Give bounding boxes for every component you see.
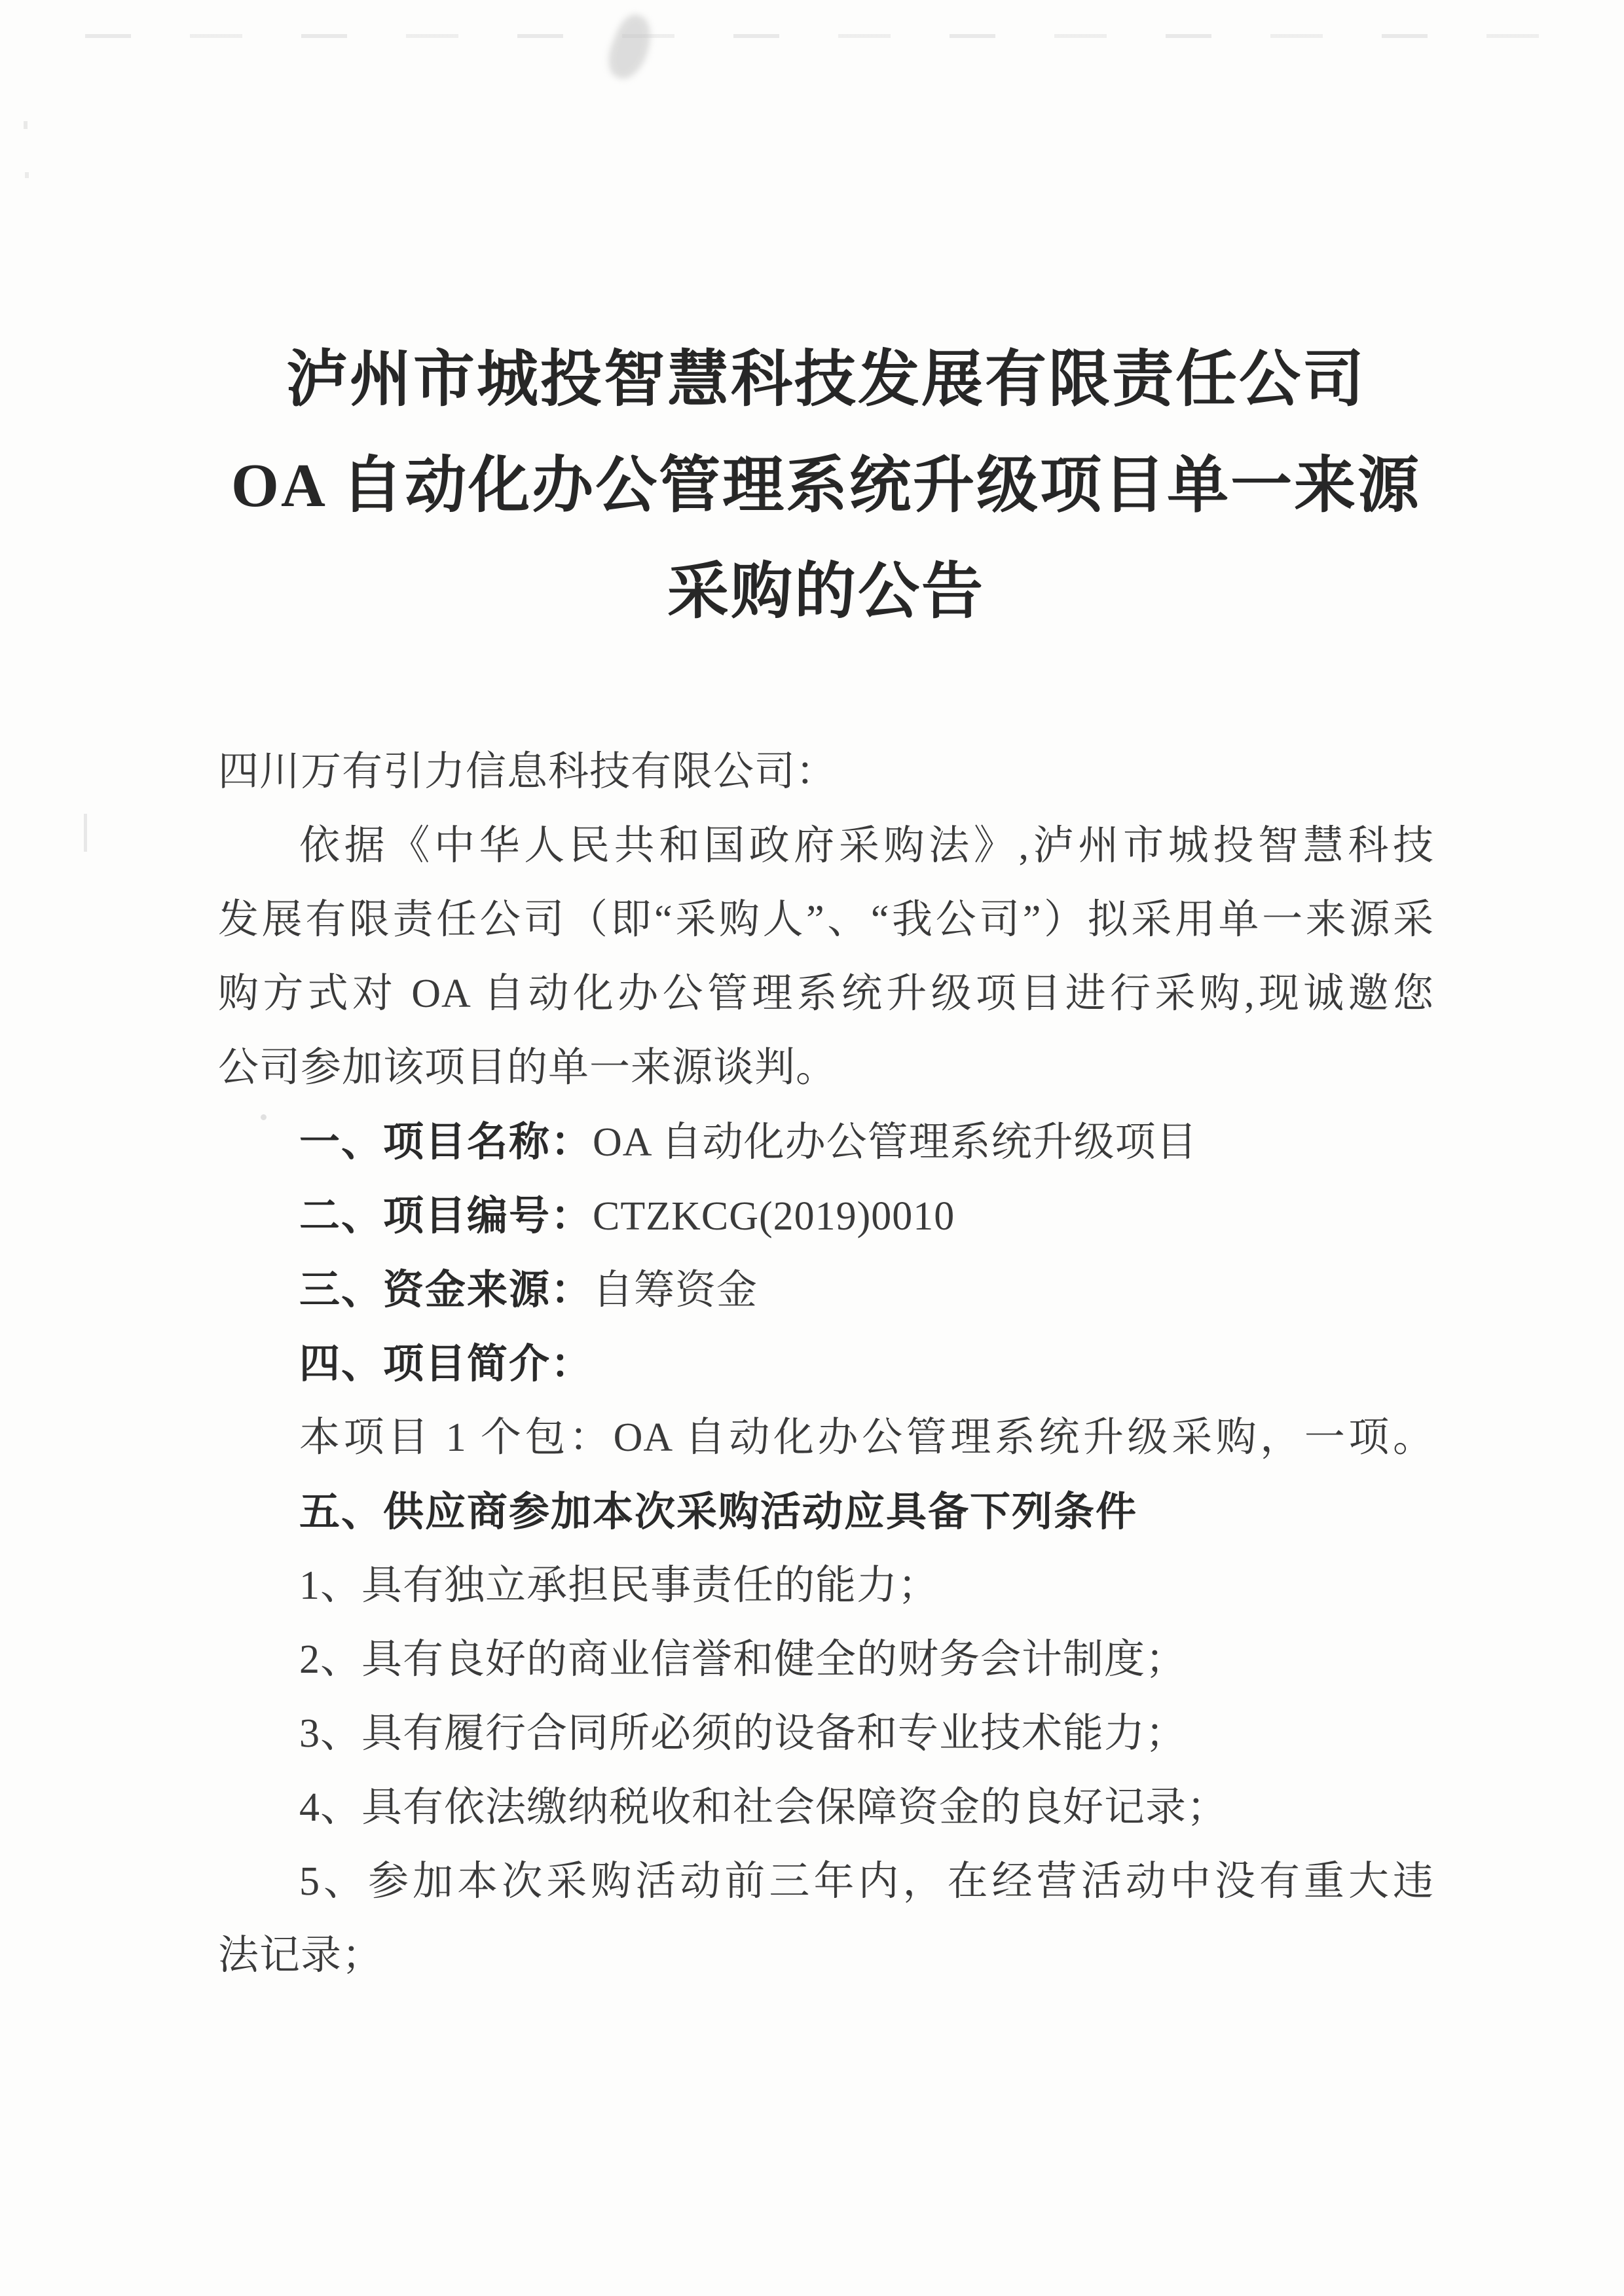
condition-5-wrap [218,1919,1434,1993]
text-run: 四川万有引力信息科技有限公司： [218,750,838,794]
intro-line-1 [218,809,1434,883]
title-line: 采购的公告 [667,558,985,626]
text-run: 法记录； [218,1933,384,1978]
section-project-number [218,1179,1434,1253]
text-run: 2、具有良好的商业信誉和健全的财务会计制度； [299,1637,1187,1682]
scan-artifact-streak [85,34,1545,38]
condition-4 [218,1771,1434,1845]
intro-package-line [218,1401,1434,1475]
body-block [218,735,1434,1993]
heading-run: 二、项目编号： [299,1194,593,1239]
heading-run: 三、资金来源： [299,1267,593,1313]
title-line: 泸州市城投智慧科技发展有限责任公司 [286,346,1366,414]
intro-line-4 [218,1031,1434,1105]
text-run: OA 自动化办公管理系统升级项目 [593,1120,1198,1165]
heading-run: 四、项目简介： [299,1341,593,1387]
text-run: 1、具有独立承担民事责任的能力； [299,1563,940,1608]
text-run: 5、参加本次采购活动前三年内，在经营活动中没有重大违 [299,1859,1434,1904]
title-block [218,327,1434,645]
condition-5 [218,1845,1434,1919]
intro-line-3 [218,957,1434,1031]
condition-2 [218,1623,1434,1697]
section-project-intro [218,1327,1434,1401]
section-project-name [218,1105,1434,1179]
text-run: 自筹资金 [593,1268,758,1313]
scan-artifact-tick [84,814,87,852]
intro-line-2 [218,883,1434,957]
condition-3 [218,1697,1434,1771]
title-line: OA 自动化办公管理系统升级项目单一来源 [231,452,1422,520]
text-run: 3、具有履行合同所必须的设备和专业技术能力； [299,1711,1187,1756]
section-fund-source [218,1253,1434,1327]
heading-run: 五、供应商参加本次采购活动应具备下列条件 [299,1489,1138,1535]
text-run: 公司参加该项目的单一来源谈判。 [218,1046,838,1090]
scan-artifact-dot [24,121,28,129]
text-run: 本项目 1 个包：OA 自动化办公管理系统升级采购，一项。 [299,1415,1434,1460]
salutation-line [218,735,1434,809]
text-run: 依据《中华人民共和国政府采购法》,泸州市城投智慧科技 [299,824,1434,868]
scan-artifact-dot [25,172,29,178]
text-run: 4、具有依法缴纳税收和社会保障资金的良好记录； [299,1785,1228,1830]
section-supplier-conditions [218,1475,1434,1549]
condition-1 [218,1549,1434,1623]
text-run: 购方式对 OA 自动化办公管理系统升级项目进行采购,现诚邀您 [218,972,1434,1016]
text-run: CTZKCG(2019)0010 [593,1194,955,1239]
heading-run: 一、项目名称： [299,1120,593,1165]
scan-artifact-smudge [601,10,659,84]
text-run: 发展有限责任公司（即“采购人”、“我公司”）拟采用单一来源采 [218,898,1434,942]
